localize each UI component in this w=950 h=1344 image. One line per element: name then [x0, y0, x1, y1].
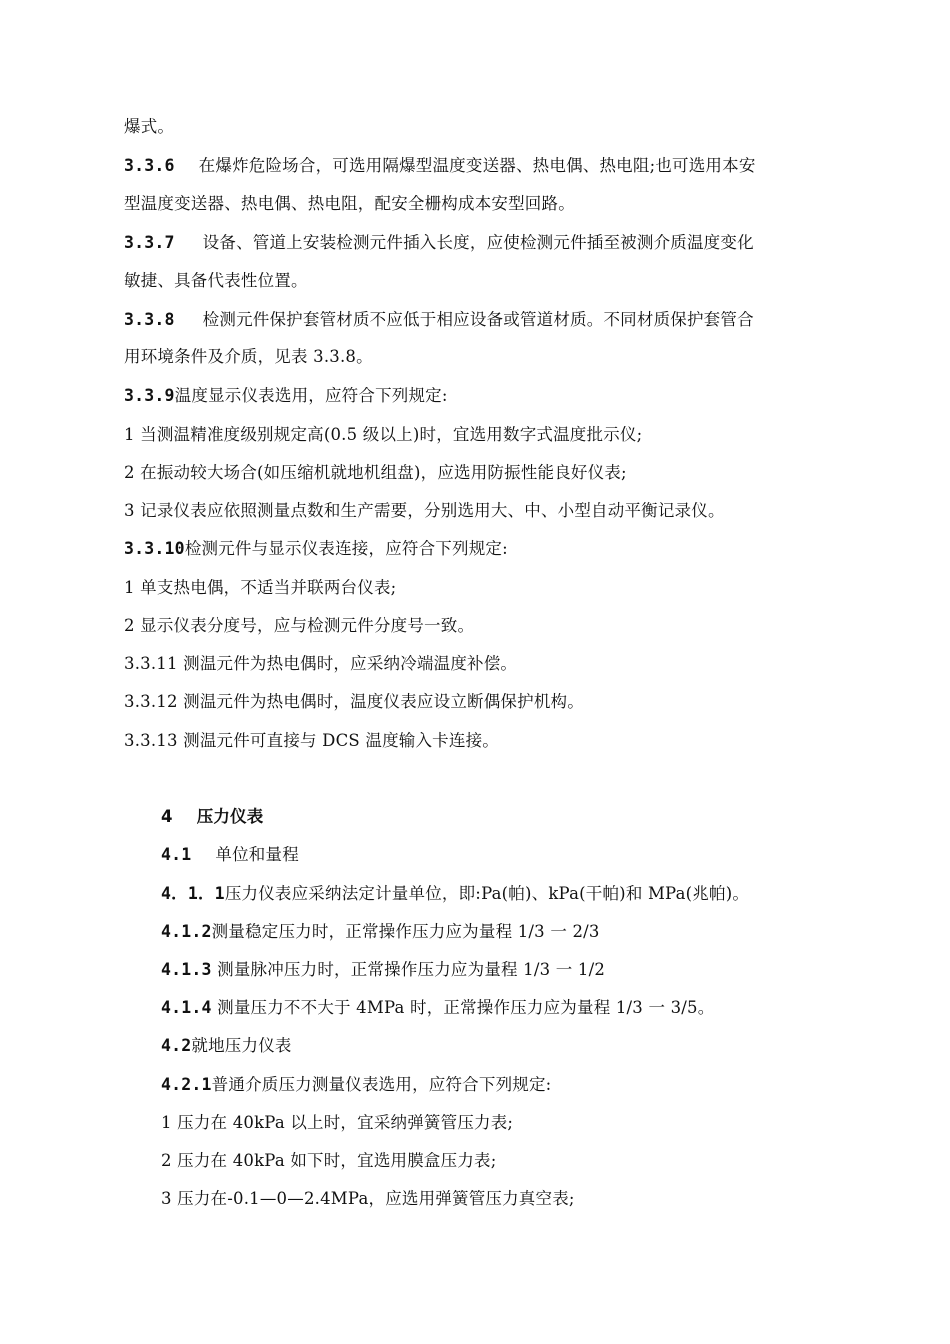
clause-4-1-2: 4.1.2测量稳定压力时，正常操作压力应为量程 1/3 一 2/3 [161, 922, 600, 941]
list-item: 1 当测温精准度级别规定高(0.5 级以上)时，宜选用数字式温度批示仪; [124, 425, 643, 444]
clause-3-3-7: 3.3.7 设备、管道上安装检测元件插入长度，应使检测元件插至被测介质温度变化 [124, 233, 754, 252]
text-line: 爆式。 [124, 117, 175, 136]
list-item: 1 压力在 40kPa 以上时，宜采纳弹簧管压力表; [161, 1113, 514, 1132]
subsection-heading: 4.2就地压力仪表 [161, 1036, 292, 1055]
clause-3-3-9: 3.3.9温度显示仪表选用，应符合下列规定: [124, 386, 448, 405]
text-line: 用环境条件及介质，见表 3.3.8。 [124, 347, 373, 366]
clause-3-3-10: 3.3.10检测元件与显示仪表连接，应符合下列规定: [124, 539, 508, 558]
clause-3-3-6: 3.3.6 在爆炸危险场合，可选用隔爆型温度变送器、热电偶、热电阻;也可选用本安 [124, 156, 756, 175]
text-line: 敏捷、具备代表性位置。 [124, 271, 308, 290]
list-item: 2 压力在 40kPa 如下时，宜选用膜盒压力表; [161, 1151, 497, 1170]
clause-3-3-8: 3.3.8 检测元件保护套管材质不应低于相应设备或管道材质。不同材质保护套管合 [124, 310, 754, 329]
section-heading: 4 压力仪表 [161, 807, 264, 826]
list-item: 3 压力在-0.1—0—2.4MPa，应选用弹簧管压力真空表; [161, 1189, 575, 1208]
clause-4-1-4: 4.1.4 测量压力不不大于 4MPa 时，正常操作压力应为量程 1/3 一 3/5。 [161, 998, 715, 1017]
list-item: 3 记录仪表应依照测量点数和生产需要，分别选用大、中、小型自动平衡记录仪。 [124, 501, 725, 520]
list-item: 2 在振动较大场合(如压缩机就地机组盘)，应选用防振性能良好仪表; [124, 463, 627, 482]
clause-4-1-1: 4．1．1压力仪表应采纳法定计量单位，即:Pa(帕)、kPa(干帕)和 MPa(兆帕)。 [161, 884, 750, 903]
clause-3-3-13: 3.3.13 测温元件可直接与 DCS 温度输入卡连接。 [124, 731, 499, 750]
list-item: 1 单支热电偶，不适当并联两台仪表; [124, 578, 397, 597]
text-line: 型温度变送器、热电偶、热电阻，配安全栅构成本安型回路。 [124, 194, 575, 213]
list-item: 2 显示仪表分度号，应与检测元件分度号一致。 [124, 616, 475, 635]
clause-3-3-12: 3.3.12 测温元件为热电偶时，温度仪表应设立断偶保护机构。 [124, 692, 584, 711]
clause-3-3-11: 3.3.11 测温元件为热电偶时，应采纳冷端温度补偿。 [124, 654, 518, 673]
clause-4-2-1: 4.2.1普通介质压力测量仪表选用，应符合下列规定: [161, 1075, 552, 1094]
subsection-heading: 4.1 单位和量程 [161, 845, 299, 864]
clause-4-1-3: 4.1.3 测量脉冲压力时，正常操作压力应为量程 1/3 一 1/2 [161, 960, 606, 979]
